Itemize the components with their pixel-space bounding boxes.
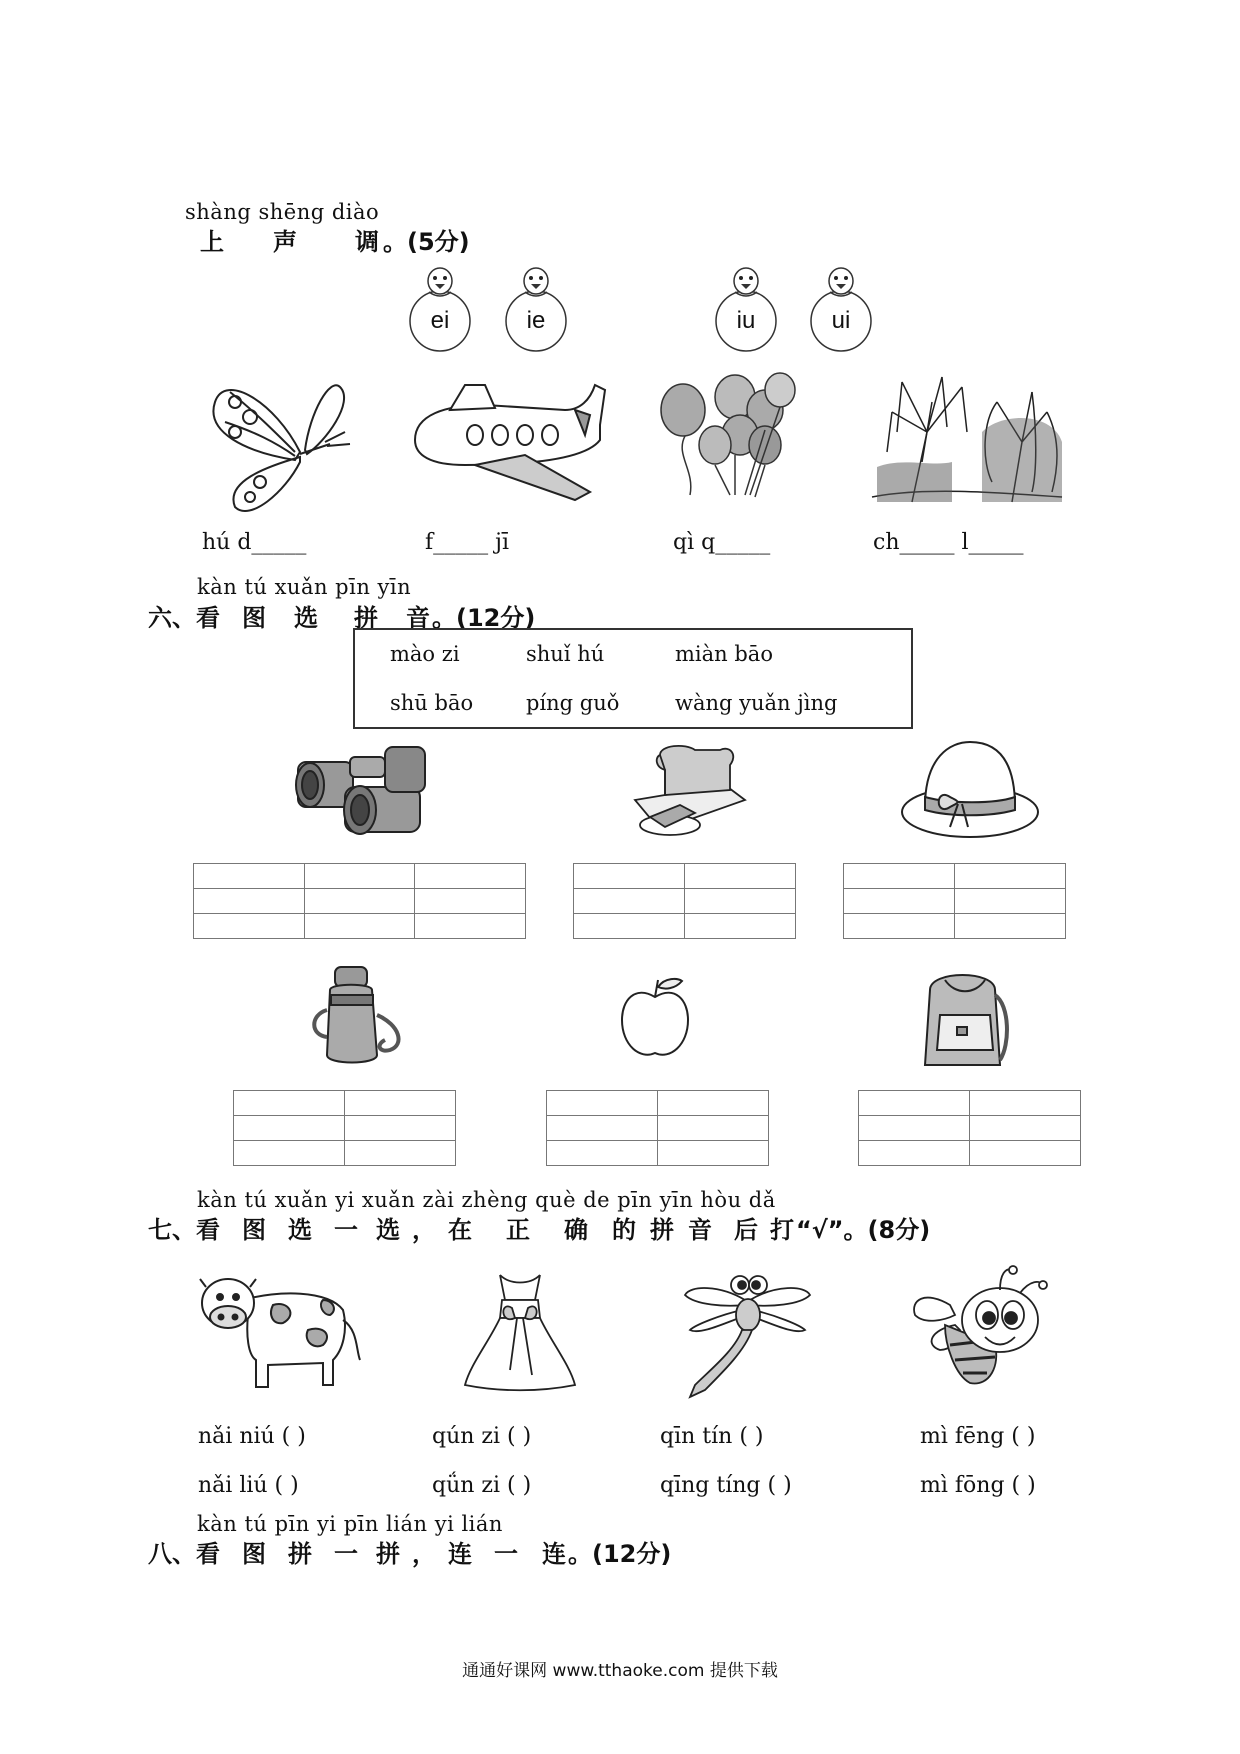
writing-grid[interactable] xyxy=(843,863,1066,939)
water-bottle-icon xyxy=(305,965,410,1070)
section5-title-char: 调 xyxy=(355,228,379,256)
writing-grid[interactable] xyxy=(546,1090,769,1166)
section7-title xyxy=(148,1210,930,1245)
section5-title-char: 声 xyxy=(273,228,297,256)
section5-title-char: 上 xyxy=(200,228,224,256)
option: wàng yuǎn jìng xyxy=(675,691,838,715)
section7-number: 七、 xyxy=(148,1216,196,1244)
binoculars-icon xyxy=(290,742,435,842)
answer-airplane: f_____ jī xyxy=(425,530,509,555)
backpack-icon xyxy=(915,965,1010,1070)
option: miàn bāo xyxy=(675,642,773,666)
bread-icon xyxy=(630,745,750,840)
section7-title-char: 选 xyxy=(288,1216,312,1244)
section7-title-char: 打 xyxy=(770,1216,794,1244)
section8-title-char: 连 xyxy=(448,1540,472,1568)
section8-pinyin: kàn tú pīn yi pīn lián yi lián xyxy=(197,1512,503,1536)
section7-title-tail: “√”。(8分) xyxy=(796,1216,931,1244)
answer-willows: ch_____ l_____ xyxy=(873,530,1024,555)
section8-number: 八、 xyxy=(148,1540,196,1568)
hat-icon xyxy=(900,742,1040,842)
answer-balloons: qì q_____ xyxy=(673,530,771,555)
choice-option[interactable]: mì fōng ( ) xyxy=(920,1473,1036,1498)
final-label: iu xyxy=(736,307,756,334)
section8-title-char: 拼 xyxy=(288,1540,312,1568)
section6-title-char: 图 xyxy=(242,604,266,632)
option: mào zi xyxy=(390,642,460,666)
section6-number: 六、 xyxy=(148,604,196,632)
section7-title-char: 音 xyxy=(688,1216,712,1244)
section8-title-char: 一 xyxy=(334,1540,358,1568)
choice-option[interactable]: nǎi niú ( ) xyxy=(198,1424,306,1449)
choice-option[interactable]: qún zi ( ) xyxy=(432,1424,532,1449)
section8-title-char: 拼 xyxy=(376,1540,400,1568)
section7-title-char: 一 xyxy=(334,1216,358,1244)
section7-pinyin: kàn tú xuǎn yi xuǎn zài zhèng què de pīn yīn hòu dǎ xyxy=(197,1188,776,1212)
option: píng guǒ xyxy=(526,691,620,715)
butterfly-icon xyxy=(205,372,355,517)
page-footer: 通通好课网 www.tthaoke.com 提供下载 xyxy=(462,1661,778,1681)
apple-icon xyxy=(620,975,690,1060)
section7-title-char: 后 xyxy=(734,1216,758,1244)
section7-title-char: 在 xyxy=(448,1216,472,1244)
final-label: ui xyxy=(831,307,851,334)
balloons-icon xyxy=(655,375,805,500)
final-bubble-iu xyxy=(713,262,779,352)
choice-option[interactable]: qīng tíng ( ) xyxy=(660,1473,792,1498)
choice-option[interactable]: nǎi liú ( ) xyxy=(198,1473,299,1498)
section5-pinyin: shàng shēng diào xyxy=(185,200,380,224)
choice-option[interactable]: qǘn zi ( ) xyxy=(432,1473,532,1498)
section7-title-char: 的 xyxy=(612,1216,636,1244)
final-bubble-ie xyxy=(503,262,569,352)
section8-title-char: ， xyxy=(412,1540,436,1568)
section8-title-tail: 。(12分) xyxy=(568,1540,672,1568)
dragonfly-icon xyxy=(680,1275,815,1400)
section6-title-char: 看 xyxy=(196,604,220,632)
section7-title-char: ， xyxy=(412,1216,436,1244)
section8-title-char: 看 xyxy=(196,1540,220,1568)
choice-option[interactable]: qīn tín ( ) xyxy=(660,1424,764,1449)
writing-grid[interactable] xyxy=(193,863,526,939)
option: shuǐ hú xyxy=(526,642,605,666)
option: shū bāo xyxy=(390,691,474,715)
section6-pinyin: kàn tú xuǎn pīn yīn xyxy=(197,575,412,599)
section6-title-tail: 。(12分) xyxy=(432,604,536,632)
bee-icon xyxy=(905,1265,1050,1390)
section8-title-char: 一 xyxy=(494,1540,518,1568)
section5-title xyxy=(200,222,470,257)
section7-title-char: 图 xyxy=(242,1216,266,1244)
final-bubble-ei xyxy=(407,262,473,352)
willow-trees-icon xyxy=(872,372,1062,507)
writing-grid[interactable] xyxy=(573,863,796,939)
final-bubble-ui xyxy=(808,262,874,352)
options-box xyxy=(353,628,913,729)
section7-title-char: 选 xyxy=(376,1216,400,1244)
answer-butterfly: hú d_____ xyxy=(202,530,307,555)
section6-title-char: 拼 xyxy=(354,604,378,632)
section7-title-char: 确 xyxy=(564,1216,588,1244)
section6-title-char: 选 xyxy=(294,604,318,632)
section8-title-char: 图 xyxy=(242,1540,266,1568)
section6-title-char: 音 xyxy=(406,604,430,632)
section8-title xyxy=(148,1534,671,1569)
section8-title-char: 连 xyxy=(542,1540,566,1568)
choice-option[interactable]: mì fēng ( ) xyxy=(920,1424,1036,1449)
section7-title-char: 看 xyxy=(196,1216,220,1244)
section7-title-char: 拼 xyxy=(650,1216,674,1244)
section7-title-char: 正 xyxy=(506,1216,530,1244)
dress-icon xyxy=(460,1270,580,1395)
writing-grid[interactable] xyxy=(858,1090,1081,1166)
final-label: ie xyxy=(526,307,546,334)
airplane-icon xyxy=(405,380,610,500)
final-label: ei xyxy=(430,307,450,334)
section5-title-tail: 。(5分) xyxy=(383,228,470,256)
writing-grid[interactable] xyxy=(233,1090,456,1166)
cow-icon xyxy=(198,1275,363,1393)
